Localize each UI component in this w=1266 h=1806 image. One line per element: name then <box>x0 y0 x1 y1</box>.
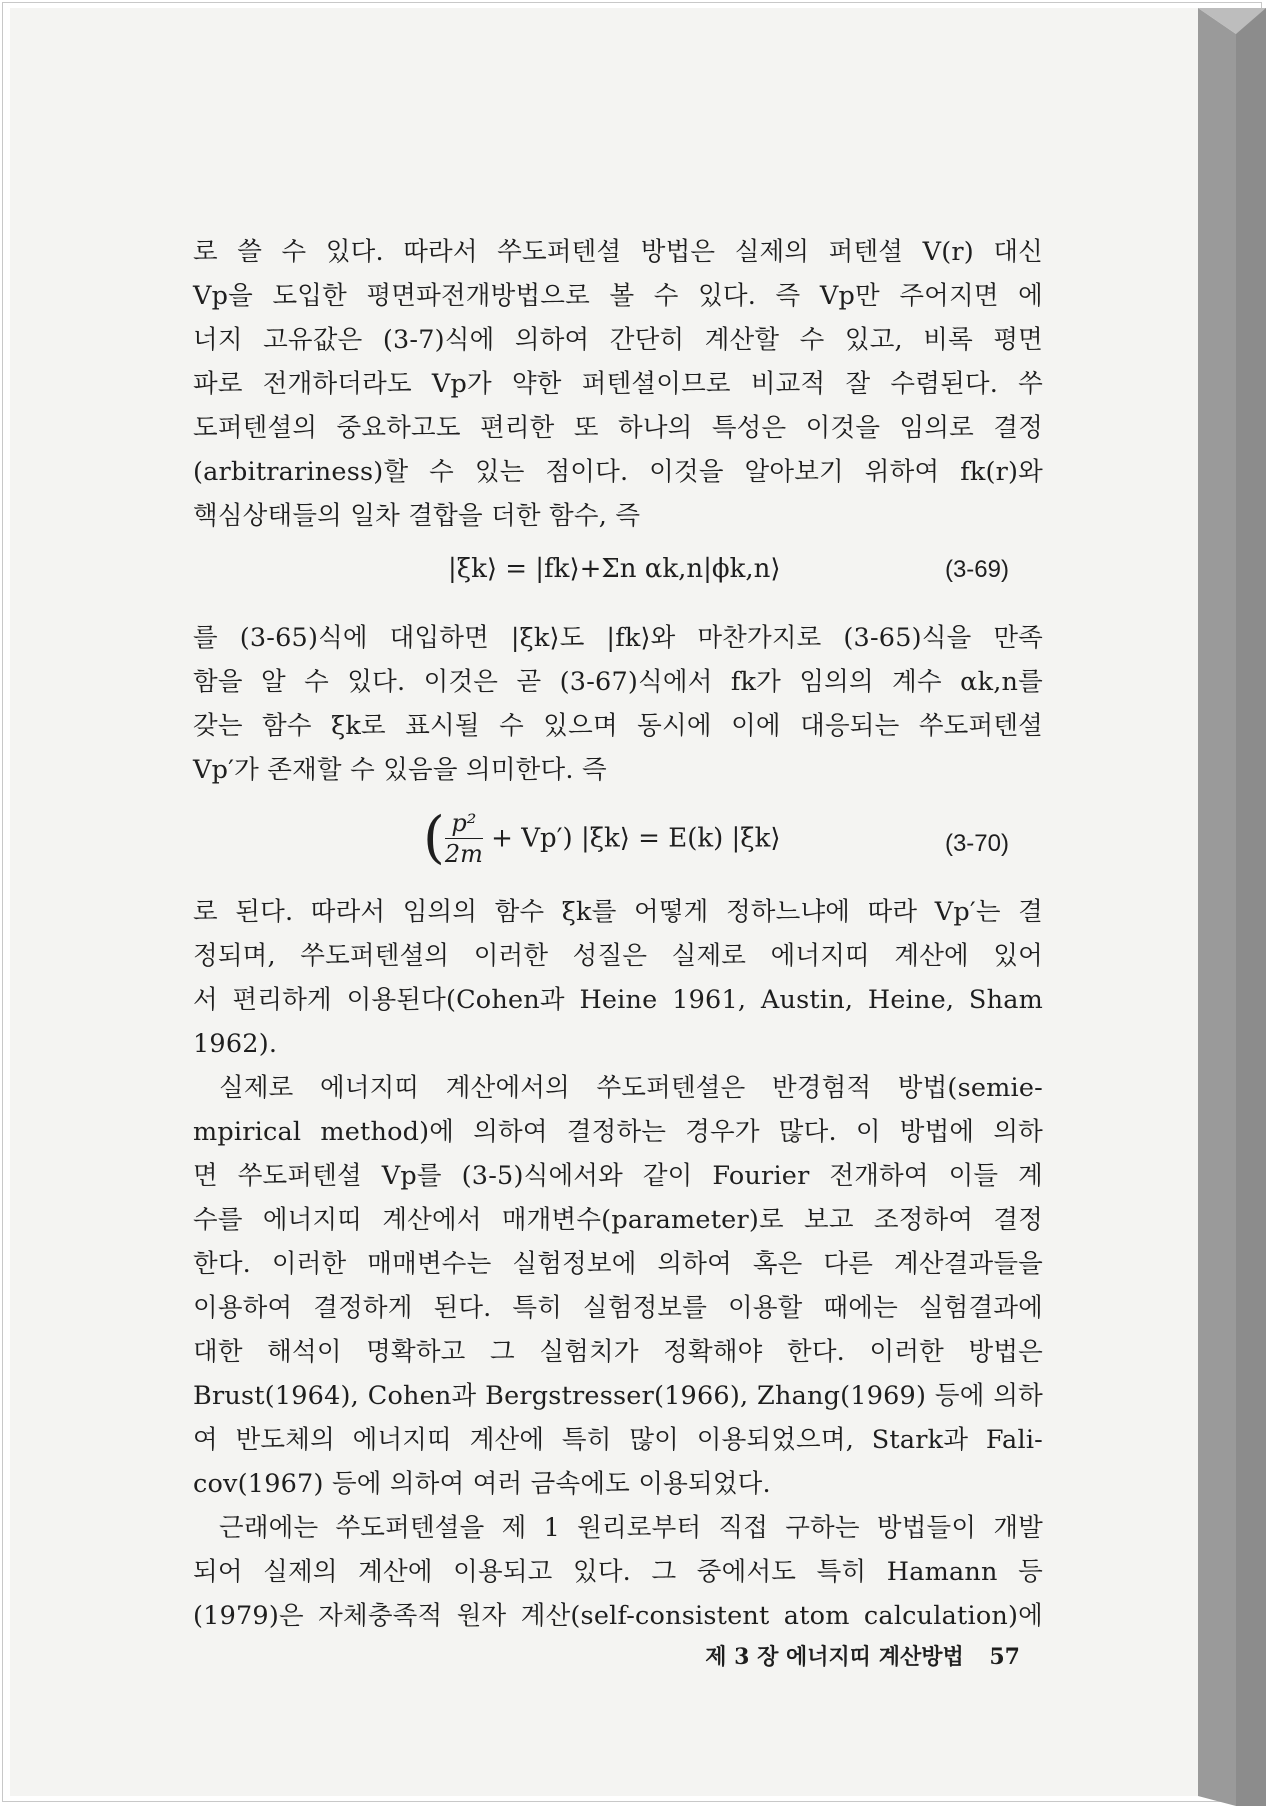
equation-lhs: |ξk⟩ <box>448 554 497 584</box>
equation-number: (3-69) <box>944 556 1009 583</box>
equation-rhs: = |fk⟩+Σn αk,n|ϕk,n⟩ <box>505 554 781 584</box>
chapter-title: 제 3 장 에너지띠 계산방법 <box>705 1644 964 1670</box>
text-line: 여 반도체의 에너지띠 계산에 특히 많이 이용되었으며, Stark과 Fali- <box>193 1425 1043 1455</box>
page-number: 57 <box>989 1644 1020 1670</box>
paragraph-2 <box>193 616 1043 792</box>
text-line: 면 쑤도퍼텐셜 Vp를 (3-5)식에서와 같이 Fourier 전개하여 이들 계 <box>193 1161 1043 1191</box>
text-line: 갖는 함수 ξk로 표시될 수 있으며 동시에 이에 대응되는 쑤도퍼텐셜 <box>193 711 1043 741</box>
text-line: Vp을 도입한 평면파전개방법으로 볼 수 있다. 즉 Vp만 주어지면 에 <box>193 281 1043 311</box>
text-line: 한다. 이러한 매매변수는 실험정보에 의하여 혹은 다른 계산결과들을 <box>193 1249 1043 1279</box>
text-line: cov(1967) 등에 의하여 여러 금속에도 이용되었다. <box>193 1469 771 1499</box>
equation-3-70: ( $\frac{\text{p²}}{2m}$ + Vp′) |ξk⟩ = E(k) |ξk⟩ (3-70) <box>423 805 1009 871</box>
text-line: 실제로 에너지띠 계산에서의 쑤도퍼텐셜은 반경험적 방법(semie- <box>219 1073 1043 1103</box>
equation-remainder: + Vp′) |ξk⟩ = E(k) |ξk⟩ <box>491 823 781 854</box>
text-line: 서 편리하게 이용된다(Cohen과 Heine 1961, Austin, Heine, Sham <box>193 985 1043 1015</box>
text-line: 1962). <box>193 1029 278 1059</box>
paragraph-5 <box>193 1506 1043 1638</box>
text-line: 로 쓸 수 있다. 따라서 쑤도퍼텐셜 방법은 실제의 퍼텐셜 V(r) 대신 <box>193 237 1043 267</box>
equation-3-69 <box>193 548 1043 608</box>
text-line: 되어 실제의 계산에 이용되고 있다. 그 중에서도 특히 Hamann 등 <box>193 1557 1043 1587</box>
fraction-numerator: p² <box>445 808 483 839</box>
text-line: (arbitrariness)할 수 있는 점이다. 이것을 알아보기 위하여 fk(r)와 <box>193 457 1043 487</box>
text-line: 근래에는 쑤도퍼텐셜을 제 1 원리로부터 직접 구하는 방법들이 개발 <box>219 1513 1043 1543</box>
text-line: 를 (3-65)식에 대입하면 |ξk⟩도 |fk⟩와 마찬가지로 (3-65)식을 만족 <box>193 623 1043 653</box>
text-line: Brust(1964), Cohen과 Bergstresser(1966), Zhang(1969) 등에 의하 <box>193 1381 1043 1411</box>
fraction-denominator: 2m <box>444 840 483 868</box>
text-line: 수를 에너지띠 계산에서 매개변수(parameter)로 보고 조정하여 결정 <box>193 1205 1043 1235</box>
paragraph-3 <box>193 890 1043 1066</box>
text-line: 핵심상태들의 일차 결합을 더한 함수, 즉 <box>193 501 641 531</box>
text-line: 정되며, 쑤도퍼텐셜의 이러한 성질은 실제로 에너지띠 계산에 있어 <box>193 941 1043 971</box>
equation-number: (3-70) <box>944 830 1009 857</box>
text-line: 이용하여 결정하게 된다. 특히 실험정보를 이용할 때에는 실험결과에 <box>193 1293 1043 1323</box>
text-line: 너지 고유값은 (3-7)식에 의하여 간단히 계산할 수 있고, 비록 평면 <box>193 325 1043 355</box>
text-line: Vp′가 존재할 수 있음을 의미한다. 즉 <box>193 755 607 785</box>
text-line: 대한 해석이 명확하고 그 실험치가 정확해야 한다. 이러한 방법은 <box>193 1337 1043 1367</box>
text-line: (1979)은 자체충족적 원자 계산(self-consistent atom calculation)에 <box>193 1601 1043 1631</box>
text-line: 파로 전개하더라도 Vp가 약한 퍼텐셜이므로 비교적 잘 수렴된다. 쑤 <box>193 369 1043 399</box>
text-line: 도퍼텐셜의 중요하고도 편리한 또 하나의 특성은 이것을 임의로 결정 <box>193 413 1043 443</box>
fraction <box>445 808 483 869</box>
text-line: 로 된다. 따라서 임의의 함수 ξk를 어떻게 정하느냐에 따라 Vp′는 결 <box>193 897 1043 927</box>
text-line: 함을 알 수 있다. 이것은 곧 (3-67)식에서 fk가 임의의 계수 αk,n를 <box>193 667 1043 697</box>
paragraph-1 <box>193 230 1043 538</box>
text-line: mpirical method)에 의하여 결정하는 경우가 많다. 이 방법에 의하 <box>193 1117 1043 1147</box>
page-footer <box>680 1640 1020 1671</box>
paragraph-4 <box>193 1066 1043 1506</box>
